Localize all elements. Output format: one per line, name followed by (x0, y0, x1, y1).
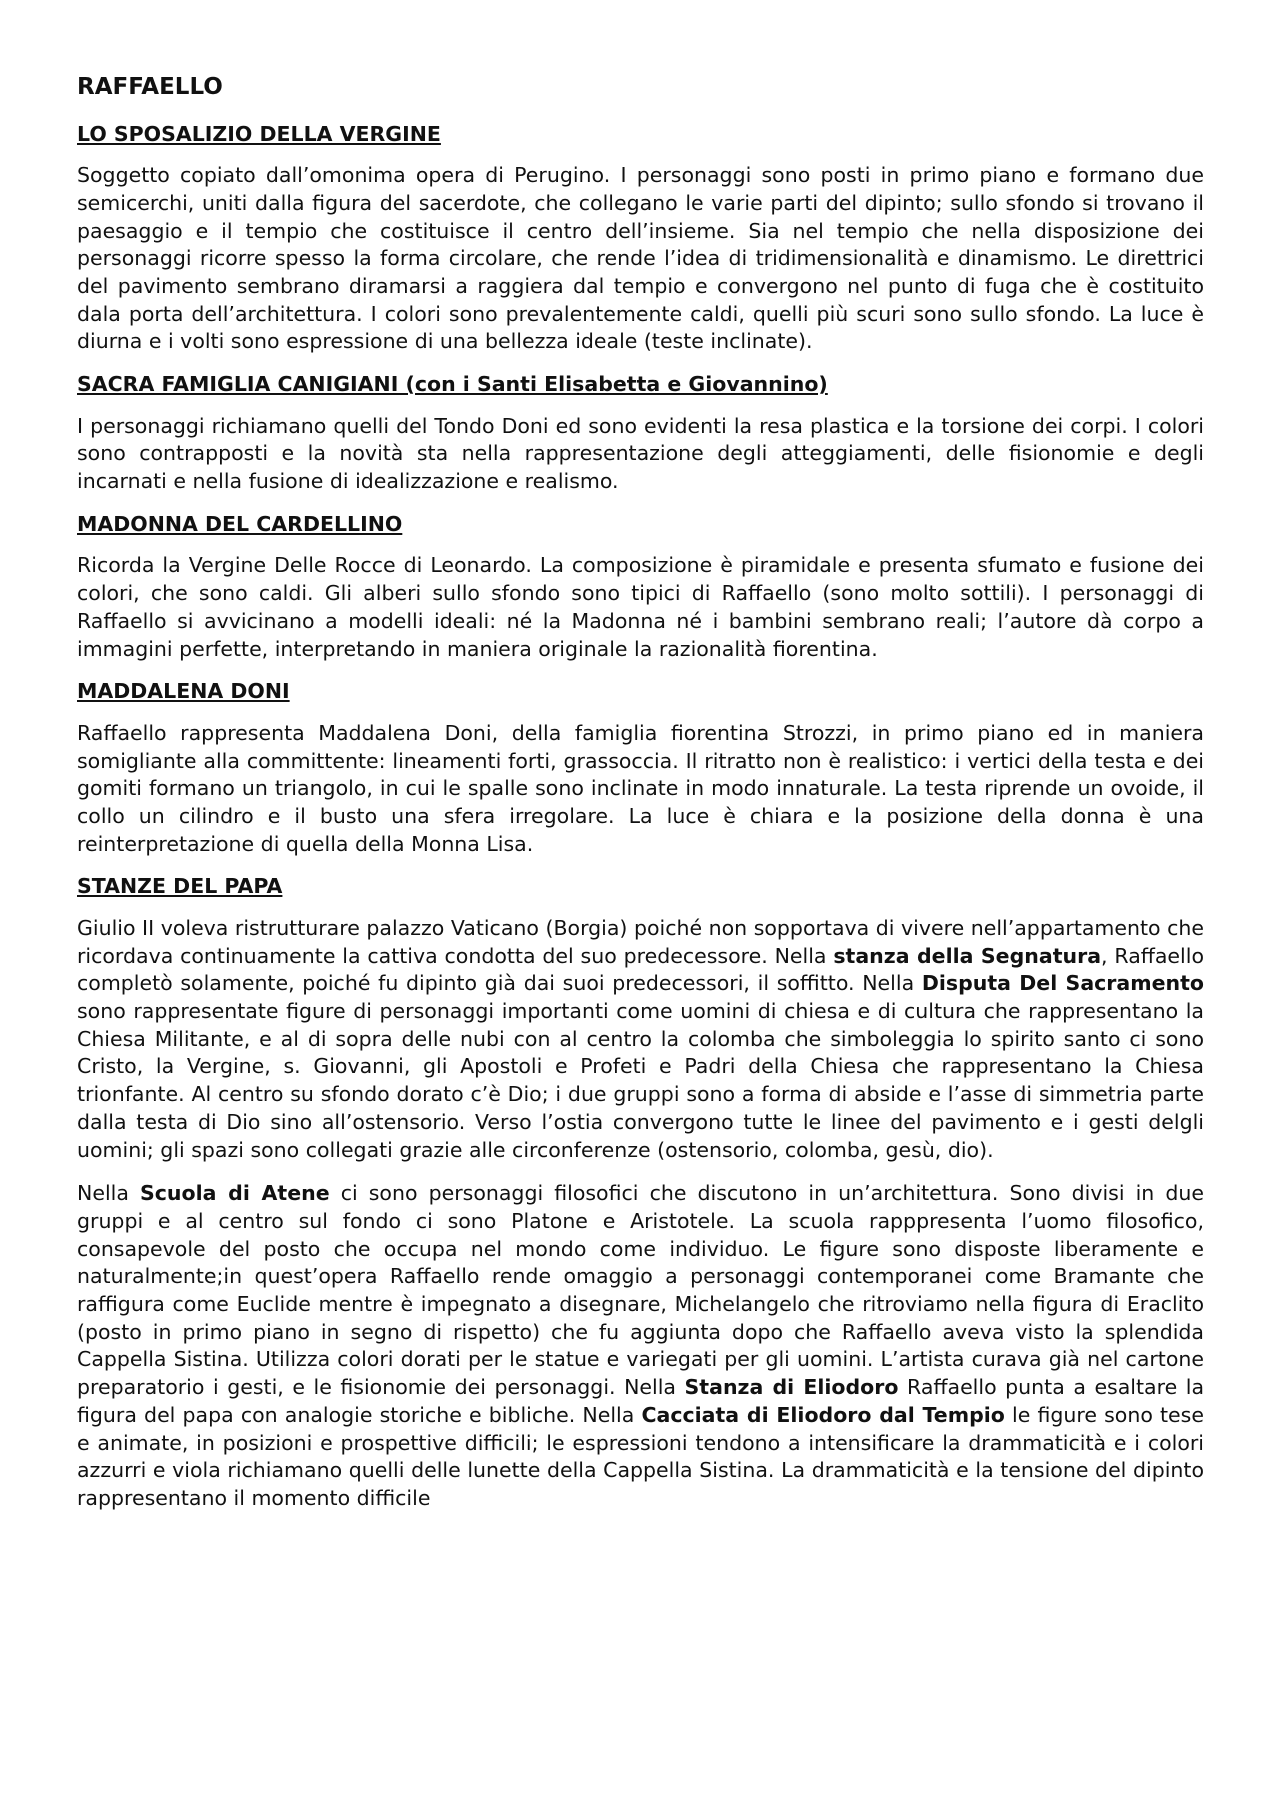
heading-maddalena-doni: MADDALENA DONI (77, 679, 290, 704)
paragraph-stanze-segnatura (77, 915, 1204, 1164)
paragraph-cardellino: Ricorda la Vergine Delle Rocce di Leonardo. La composizione è piramidale e presenta sfumato e fusione dei colori, che sono caldi. Gli alberi sullo sfondo sono tipici di Raffaello (sono molto sottili). I personaggi di Raffaello si avvicinano a modelli ideali: né la Madonna né i bambini sembrano reali; l’autore dà corpo a immagini perfette, interpretando in maniera originale la razionalità fiorentina. (77, 553, 1204, 661)
heading-sposalizio: LO SPOSALIZIO DELLA VERGINE (77, 121, 441, 146)
paragraph-sacra-famiglia: I personaggi richiamano quelli del Tondo Doni ed sono evidenti la resa plastica e la torsione dei corpi. I colori sono contrapposti e la novità sta nella rappresentazione degli atteggiamenti, delle fisionomie e degli incarnati e nella fusione di idealizzazione e realismo. (77, 413, 1204, 494)
heading-sacra-famiglia: SACRA FAMIGLIA CANIGIANI (con i Santi Elisabetta e Giovannino) (77, 372, 828, 397)
heading-cardellino: MADONNA DEL CARDELLINO (77, 511, 403, 536)
paragraph-sposalizio: Soggetto copiato dall’omonima opera di Perugino. I personaggi sono posti in primo piano e formano due semicerchi, uniti dalla figura del sacerdote, che collegano le varie parti del dipinto; sullo sfondo si trovano il paesaggio e il tempio che costituisce il centro dell’insieme. Sia nel tempio che nella disposizione dei personaggi ricorre spesso la forma circolare, che rende l’idea di tridimensionalità e dinamismo. Le direttrici del pavimento sembrano diramarsi a raggiera dal tempio e convergono nel punto di fuga che è costituito dala porta dell’architettura. I colori sono prevalentemente caldi, quelli più scuri sono sullo sfondo. La luce è diurna e i volti sono espressione di una bellezza ideale (teste inclinate). (77, 163, 1204, 354)
document-title: RAFFAELLO (77, 74, 223, 100)
bold-term-cacciata-eliodoro: Cacciata di Eliodoro dal Tempio (641, 1402, 1005, 1427)
paragraph-scuola-atene (77, 1180, 1204, 1512)
text-run: ci sono personaggi filosofici che discutono in un’architettura. Sono divisi in due gruppi e al centro sul fondo ci sono Platone e Aristotele. La scuola rapppresenta l’uomo filosofico, consapevole del posto che occupa nel mondo come individuo. Le figure sono disposte liberamente e naturalmente;in quest’opera Raffaello rende omaggio a personaggi contemporanei come Bramante che raffigura come Euclide mentre è impegnato a disegnare, Michelangelo che ritroviamo nella figura di Eraclito (posto in primo piano in segno di rispetto) che fu aggiunta dopo che Raffaello aveva visto la splendida Cappella Sistina. Utilizza colori dorati per le statue e variegati per gli uomini. L’artista curava già nel cartone preparatorio i gesti, e le fisionomie dei personaggi. Nella (77, 1181, 1205, 1400)
text-run: Raffaello punta a esaltare la figura del papa con analogie storiche e bibliche. Nella (77, 1375, 1205, 1427)
bold-term-scuola-atene: Scuola di Atene (139, 1181, 330, 1206)
bold-term-stanza-segnatura: stanza della Segnatura (833, 943, 1102, 968)
paragraph-maddalena-doni: Raffaello rappresenta Maddalena Doni, della famiglia fiorentina Strozzi, in primo piano ed in maniera somigliante alla committente: lineamenti forti, grassoccia. Il ritratto non è realistico: i vertici della testa e dei gomiti formano un triangolo, in cui le spalle sono inclinate in modo innaturale. La testa riprende un ovoide, il collo un cilindro e il busto una sfera irregolare. La luce è chiara e la posizione della donna è una reinterpretazione di quella della Monna Lisa. (77, 720, 1204, 856)
text-run: , Raffaello completò solamente, poiché fu dipinto già dai suoi predecessori, il soffitto. Nella (77, 943, 1204, 996)
heading-stanze-del-papa: STANZE DEL PAPA (77, 874, 283, 899)
text-run: Nella (77, 1181, 140, 1206)
text-run: sono rappresentate figure di personaggi importanti come uomini di chiesa e di cultura che rappresentano la Chiesa Militante, e al di sopra delle nubi con al centro la colomba che simboleggia lo spirito santo ci sono Cristo, la Vergine, s. Giovanni, gli Apostoli e Profeti e Padri della Chiesa che rappresentano la Chiesa trionfante. Al centro su sfondo dorato c’è Dio; i due gruppi sono a forma di abside e l’asse di simmetria parte dalla testa di Dio sino all’ostensorio. Verso l’ostia convergono tutte le linee del pavimento e i gesti delgli uomini; gli spazi sono collegati grazie alle circonferenze (ostensorio, colomba, gesù, dio). (77, 999, 1204, 1162)
text-run: le figure sono tese e animate, in posizioni e prospettive difficili; le espressioni tendono a intensificare la drammaticità e i colori azzurri e viola richiamano quelli delle lunette della Cappella Sistina. La drammaticità e la tensione del dipinto rappresentano il momento difficile (77, 1402, 1204, 1510)
bold-term-disputa: Disputa Del Sacramento (921, 971, 1204, 996)
text-run: Giulio II voleva ristrutturare palazzo Vaticano (Borgia) poiché non sopportava di vivere nell’appartamento che ricordava continuamente la cattiva condotta del suo predecessore. Nella (77, 915, 1204, 968)
bold-term-stanza-eliodoro: Stanza di Eliodoro (684, 1375, 899, 1400)
